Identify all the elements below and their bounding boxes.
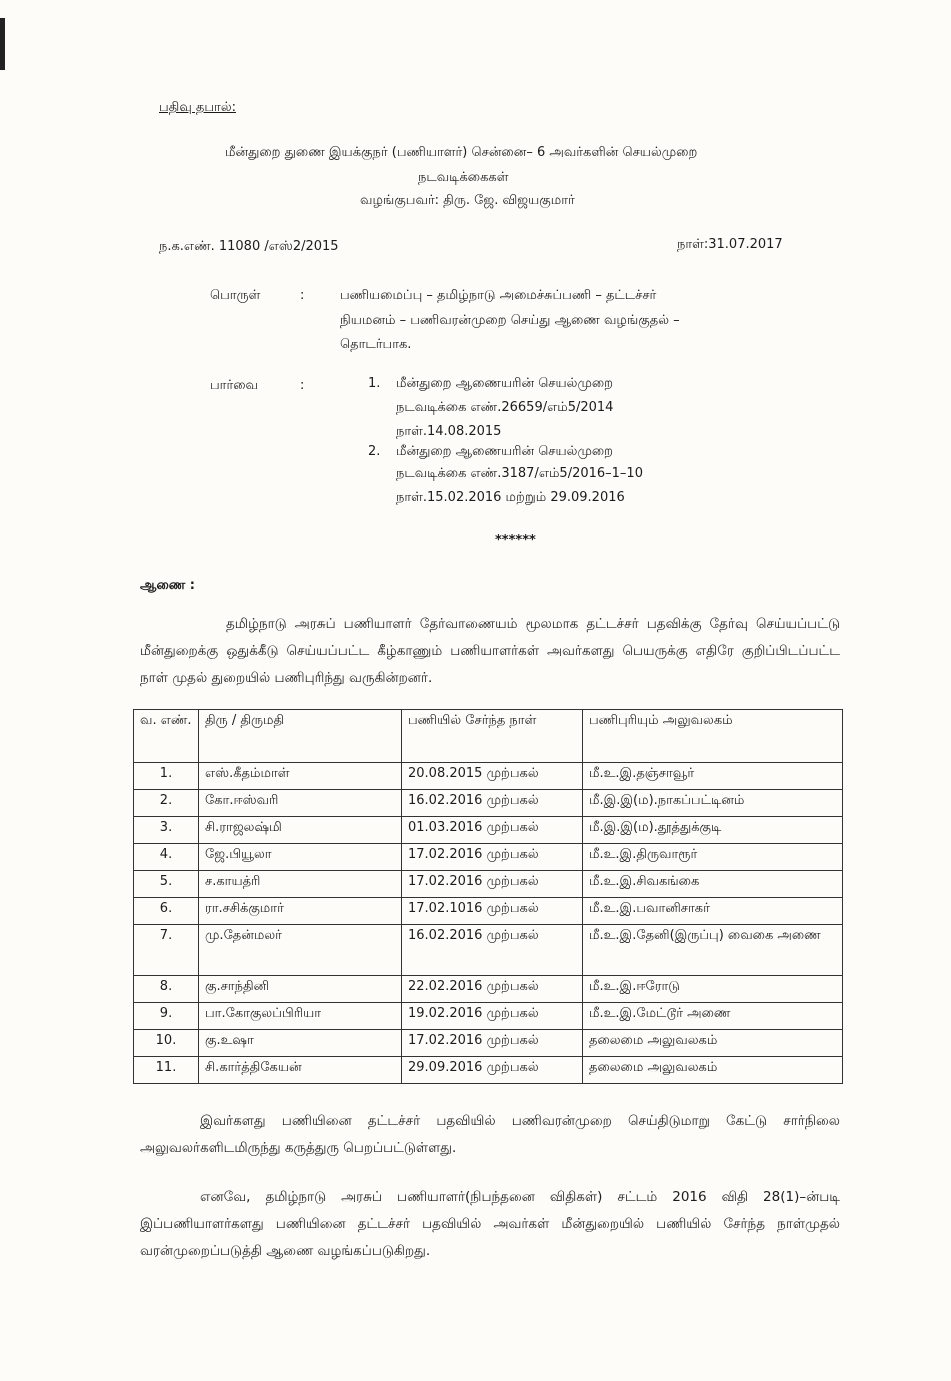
row-sno: 2. — [134, 790, 199, 817]
header-sno: வ. எண். — [134, 710, 199, 763]
row-sno: 4. — [134, 844, 199, 871]
row-sno: 1. — [134, 763, 199, 790]
row-join-date: 17.02.1016 முற்பகல் — [402, 898, 583, 925]
row-office: தலைமை அலுவலகம் — [583, 1057, 843, 1084]
edge-mark — [0, 18, 5, 70]
table-row — [134, 1003, 843, 1030]
ref-2-line-2: நடவடிக்கை எண்.3187/எம்5/2016–1–10 — [396, 466, 643, 481]
row-sno: 8. — [134, 976, 199, 1003]
row-sno: 7. — [134, 925, 199, 976]
row-join-date: 17.02.2016 முற்பகல் — [402, 1030, 583, 1057]
table-row — [134, 1030, 843, 1057]
order-paragraph-1: தமிழ்நாடு அரசுப் பணியாளர் தேர்வாணையம் மூலமாக தட்டச்சர் பதவிக்கு தேர்வு செய்யப்பட்டு மீன்துறைக்கு ஒதுக்கீடு செய்யப்பட்ட கீழ்காணும் பணியாளர்கள் அவர்களது பெயருக்கு எதிரே குறிப்பிடப்பட்ட நாள் முதல் துறையில் பணிபுரிந்து வருகின்றனர். — [140, 616, 840, 686]
row-sno: 11. — [134, 1057, 199, 1084]
ref-1-line-2: நடவடிக்கை எண்.26659/எம்5/2014 — [396, 400, 614, 415]
order-paragraph-3: எனவே, தமிழ்நாடு அரசுப் பணியாளர்(நிபந்தனை விதிகள்) சட்டம் 2016 விதி 28(1)–ன்படி இப்பணியாளர்களது பணியினை தட்டச்சர் பதவியில் அவர்கள் மீன்துறையில் பணியில் சேர்ந்த நாள்முதல் வரன்முறைப்படுத்தி ஆணை வழங்கப்படுகிறது. — [140, 1189, 840, 1259]
subject-label: பொருள் — [210, 288, 261, 303]
row-join-date: 17.02.2016 முற்பகல் — [402, 844, 583, 871]
ref-2-line-3: நாள்.15.02.2016 மற்றும் 29.09.2016 — [396, 490, 625, 505]
table-row — [134, 925, 843, 976]
row-sno: 9. — [134, 1003, 199, 1030]
row-name: எஸ்.கீதம்மாள் — [199, 763, 402, 790]
row-sno: 3. — [134, 817, 199, 844]
subject-line-3: தொடர்பாக. — [340, 337, 412, 352]
issuer: வழங்குபவர்: திரு. ஜே. விஜயகுமார் — [360, 193, 575, 208]
row-sno: 10. — [134, 1030, 199, 1057]
ref-2-line-1: மீன்துறை ஆணையரின் செயல்முறை — [396, 444, 614, 459]
ref-2-number: 2. — [368, 444, 381, 459]
row-name: மு.தேன்மலர் — [199, 925, 402, 976]
row-join-date: 19.02.2016 முற்பகல் — [402, 1003, 583, 1030]
order-paragraph-2: இவர்களது பணியினை தட்டச்சர் பதவியில் பணிவரன்முறை செய்திடுமாறு கேட்டு சார்நிலை அலுவலர்களிடமிருந்து கருத்துரு பெறப்பட்டுள்ளது. — [140, 1113, 840, 1156]
title-line-1: மீன்துறை துணை இயக்குநர் (பணியாளர்) சென்னை– 6 அவர்களின் செயல்முறை — [225, 145, 698, 160]
row-name: கு.உஷா — [199, 1030, 402, 1057]
ref-1-number: 1. — [368, 376, 381, 391]
file-number: ந.க.எண். 11080 /எஸ்2/2015 — [159, 239, 339, 254]
row-office: மீ.இ.இ(ம).நாகப்பட்டினம் — [583, 790, 843, 817]
title-line-2: நடவடிக்கைகள் — [418, 170, 509, 185]
table-row — [134, 790, 843, 817]
row-name: ச.காயத்ரி — [199, 871, 402, 898]
row-join-date: 16.02.2016 முற்பகல் — [402, 925, 583, 976]
row-office: மீ.உ.இ.திருவாரூர் — [583, 844, 843, 871]
row-office: மீ.உ.இ.சிவகங்கை — [583, 871, 843, 898]
row-office: தலைமை அலுவலகம் — [583, 1030, 843, 1057]
row-name: சி.ராஜலஷ்மி — [199, 817, 402, 844]
row-sno: 6. — [134, 898, 199, 925]
table-row — [134, 976, 843, 1003]
row-name: கோ.ஈஸ்வரி — [199, 790, 402, 817]
header-name: திரு / திருமதி — [199, 710, 402, 763]
table-row — [134, 817, 843, 844]
row-join-date: 17.02.2016 முற்பகல் — [402, 871, 583, 898]
header-join-date: பணியில் சேர்ந்த நாள் — [402, 710, 583, 763]
row-name: ஜே.பியூலா — [199, 844, 402, 871]
row-office: மீ.உ.இ.ஈரோடு — [583, 976, 843, 1003]
row-office: மீ.உ.இ.தஞ்சாவூர் — [583, 763, 843, 790]
table-row — [134, 871, 843, 898]
ref-1-line-1: மீன்துறை ஆணையரின் செயல்முறை — [396, 376, 614, 391]
row-name: சி.கார்த்திகேயன் — [199, 1057, 402, 1084]
table-row — [134, 763, 843, 790]
staff-table — [133, 709, 843, 1084]
table-header-row — [134, 710, 843, 763]
row-join-date: 16.02.2016 முற்பகல் — [402, 790, 583, 817]
row-name: ரா.சசிக்குமார் — [199, 898, 402, 925]
ref-1-line-3: நாள்.14.08.2015 — [396, 424, 502, 439]
refs-label: பார்வை — [210, 378, 259, 393]
row-office: மீ.உ.இ.மேட்டூர் அணை — [583, 1003, 843, 1030]
row-join-date: 29.09.2016 முற்பகல் — [402, 1057, 583, 1084]
row-join-date: 01.03.2016 முற்பகல் — [402, 817, 583, 844]
table-row — [134, 844, 843, 871]
row-name: பா.கோகுலப்பிரியா — [199, 1003, 402, 1030]
subject-line-2: நியமனம் – பணிவரன்முறை செய்து ஆணை வழங்குதல் – — [340, 313, 680, 328]
row-sno: 5. — [134, 871, 199, 898]
order-date: நாள்:31.07.2017 — [677, 237, 783, 252]
row-name: கு.சாந்தினி — [199, 976, 402, 1003]
refs-colon: : — [300, 378, 305, 393]
registered-post-label: பதிவு தபால்: — [159, 100, 237, 115]
row-join-date: 22.02.2016 முற்பகல் — [402, 976, 583, 1003]
order-heading: ஆணை : — [140, 578, 196, 593]
subject-line-1: பணியமைப்பு – தமிழ்நாடு அமைச்சுப்பணி – தட்டச்சர் — [340, 288, 657, 303]
row-office: மீ.இ.இ(ம).தூத்துக்குடி — [583, 817, 843, 844]
row-office: மீ.உ.இ.பவானிசாகர் — [583, 898, 843, 925]
table-row — [134, 1057, 843, 1084]
table-row — [134, 898, 843, 925]
row-office: மீ.உ.இ.தேனி(இருப்பு) வைகை அணை — [583, 925, 843, 976]
row-join-date: 20.08.2015 முற்பகல் — [402, 763, 583, 790]
separator: ****** — [495, 533, 536, 548]
header-office: பணிபுரியும் அலுவலகம் — [583, 710, 843, 763]
subject-colon: : — [300, 288, 305, 303]
